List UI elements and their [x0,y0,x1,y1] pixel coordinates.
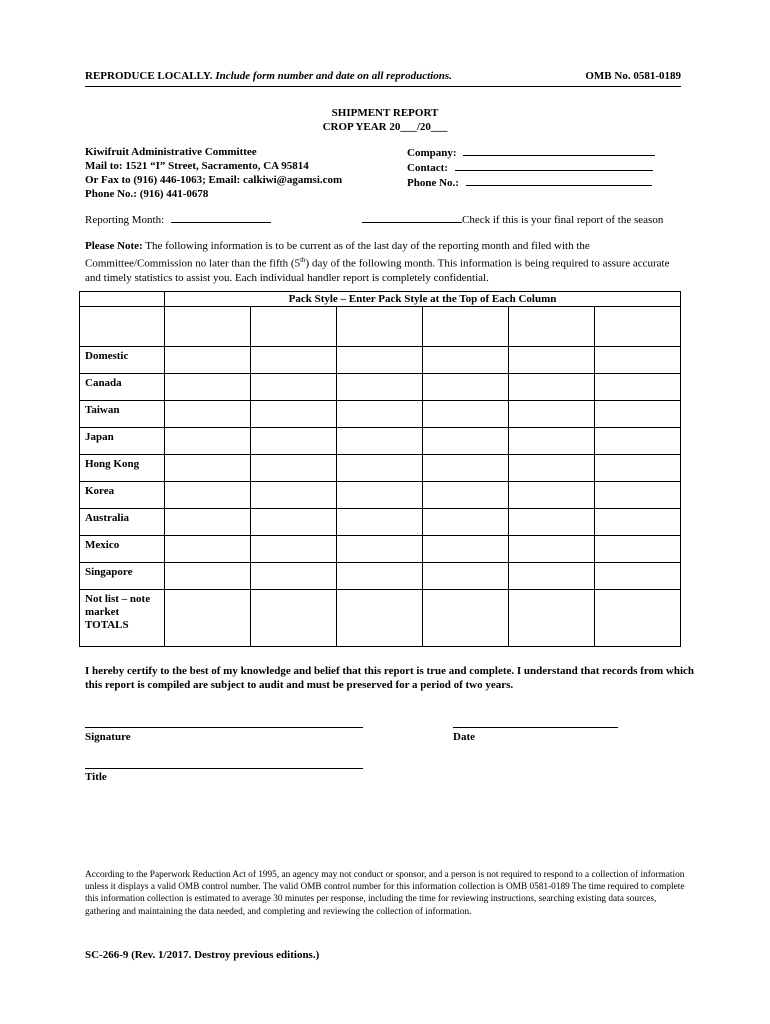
value-cell[interactable] [595,482,681,509]
please-note [85,239,687,285]
pack-style-entry-row [80,307,681,347]
value-cell[interactable] [509,455,595,482]
table-row [80,428,681,455]
value-cell[interactable] [509,428,595,455]
value-cell[interactable] [595,455,681,482]
value-cell[interactable] [509,347,595,374]
reproduce-notice [85,70,452,84]
value-cell[interactable] [251,590,337,647]
not-listed-line1: Not list – note [85,593,151,605]
contact-label: Contact: [407,162,448,174]
value-cell[interactable] [423,374,509,401]
table-corner-cell [80,292,165,307]
respondent-block [407,145,655,190]
value-cell[interactable] [595,563,681,590]
country-label: Domestic [80,347,165,374]
pack-style-header: Pack Style – Enter Pack Style at the Top of Each Column [165,292,681,307]
value-cell[interactable] [251,374,337,401]
value-cell[interactable] [251,401,337,428]
value-cell[interactable] [423,347,509,374]
table-row [80,509,681,536]
table-row [80,482,681,509]
country-label: Canada [80,374,165,401]
company-label: Company: [407,147,457,159]
value-cell[interactable] [251,428,337,455]
value-cell[interactable] [251,509,337,536]
please-note-label: Please Note: [85,240,143,252]
respondent-phone-field[interactable] [466,175,652,186]
table-row [80,455,681,482]
committee-mail: Mail to: 1521 “I” Street, Sacramento, CA 95814 [85,160,309,172]
pack-style-cell[interactable] [423,307,509,347]
please-note-text-1: The following information is to be current as of the last day of the reporting month and filed with the Committee/Commission no later than the fifth (5 [85,240,590,270]
omb-number: OMB No. 0581-0189 [585,70,681,82]
pack-style-cell[interactable] [595,307,681,347]
table-row [80,347,681,374]
table-row [80,563,681,590]
signature-label: Signature [85,731,131,743]
pack-style-cell[interactable] [509,307,595,347]
value-cell[interactable] [251,455,337,482]
paperwork-reduction-notice: According to the Paperwork Reduction Act of 1995, an agency may not conduct or sponsor, and a person is not required to respond to a collection of information unless it displays a valid OMB control number. The valid OMB control number for this information collection is OMB 0581-0189 The time required to complete this information collection is estimated to average 30 minutes per response, including the time for reviewing instructions, searching existing data sources, gathering and maintaining the data needed, and completing and reviewing the collection of information. [85,870,685,917]
value-cell[interactable] [165,563,251,590]
value-cell[interactable] [165,428,251,455]
value-cell[interactable] [595,401,681,428]
form-title-line1: SHIPMENT REPORT [331,107,439,119]
country-label: Hong Kong [80,455,165,482]
pack-style-cell[interactable] [337,307,423,347]
value-cell[interactable] [165,401,251,428]
signature-field[interactable] [85,727,363,728]
value-cell[interactable] [423,563,509,590]
value-cell[interactable] [509,536,595,563]
form-number: SC-266-9 (Rev. 1/2017. Destroy previous editions.) [85,949,320,961]
value-cell[interactable] [595,536,681,563]
form-title [0,106,770,134]
country-label: Korea [80,482,165,509]
value-cell[interactable] [337,374,423,401]
please-note-text-2: ) day of the following month. This information is being required to assure accurate and timely statistics to assist you. Each individual handler report is completely confidential. [85,257,670,284]
value-cell[interactable] [509,563,595,590]
value-cell[interactable] [337,482,423,509]
value-cell[interactable] [337,536,423,563]
country-label: Singapore [80,563,165,590]
value-cell[interactable] [595,590,681,647]
shipment-table [79,291,681,647]
certification-statement: I hereby certify to the best of my knowledge and belief that this report is true and complete. I understand that records from which this report is compiled are subject to audit and must be preserved for a period of two years. [85,665,695,691]
country-label: Taiwan [80,401,165,428]
value-cell[interactable] [251,482,337,509]
value-cell[interactable] [595,374,681,401]
top-header [85,70,681,87]
date-field[interactable] [453,727,618,728]
value-cell[interactable] [251,563,337,590]
please-note-sup: th [300,256,306,264]
committee-address [85,145,342,201]
country-label: Japan [80,428,165,455]
value-cell[interactable] [509,590,595,647]
committee-phone: Phone No.: (916) 441-0678 [85,188,209,200]
value-cell[interactable] [337,590,423,647]
reproduce-bold: REPRODUCE LOCALLY. [85,70,213,82]
value-cell[interactable] [509,482,595,509]
pack-style-cell[interactable] [251,307,337,347]
value-cell[interactable] [165,590,251,647]
value-cell[interactable] [165,482,251,509]
respondent-phone-row [407,175,655,190]
value-cell[interactable] [337,455,423,482]
final-report-label: Check if this is your final report of the season [462,214,664,226]
value-cell[interactable] [423,401,509,428]
table-row-totals [80,590,681,647]
value-cell[interactable] [165,374,251,401]
not-listed-line2: market [85,606,120,618]
value-cell[interactable] [165,509,251,536]
form-title-line2: CROP YEAR 20___/20___ [322,121,448,133]
respondent-phone-label: Phone No.: [407,177,459,189]
value-cell[interactable] [423,482,509,509]
value-cell[interactable] [423,428,509,455]
table-row [80,536,681,563]
committee-fax-email: Or Fax to (916) 446-1063; Email: calkiwi@agamsi.com [85,174,343,186]
contact-field[interactable] [455,160,653,171]
final-report-row [362,212,663,228]
reporting-month-label: Reporting Month: [85,214,165,226]
company-field[interactable] [463,145,655,156]
value-cell[interactable] [165,455,251,482]
table-row [80,401,681,428]
country-label: Australia [80,509,165,536]
contact-row [407,160,655,175]
reporting-month-field[interactable] [171,212,271,223]
final-report-checkbox-line[interactable] [362,212,462,223]
value-cell[interactable] [423,536,509,563]
value-cell[interactable] [337,401,423,428]
value-cell[interactable] [337,428,423,455]
value-cell[interactable] [595,428,681,455]
value-cell[interactable] [423,509,509,536]
value-cell[interactable] [509,374,595,401]
title-label: Title [85,771,107,783]
company-row [407,145,655,160]
value-cell[interactable] [509,401,595,428]
title-field[interactable] [85,768,363,769]
table-header-row [80,292,681,307]
totals-label: TOTALS [85,619,129,631]
value-cell[interactable] [165,347,251,374]
value-cell[interactable] [423,455,509,482]
table-row [80,374,681,401]
pack-style-row-label-cell [80,307,165,347]
value-cell[interactable] [595,509,681,536]
value-cell[interactable] [251,347,337,374]
value-cell[interactable] [595,347,681,374]
value-cell[interactable] [165,536,251,563]
not-listed-totals-label [80,590,165,647]
country-label: Mexico [80,536,165,563]
value-cell[interactable] [251,536,337,563]
value-cell[interactable] [509,509,595,536]
value-cell[interactable] [337,347,423,374]
value-cell[interactable] [423,590,509,647]
reproduce-italic: Include form number and date on all reproductions. [215,70,452,82]
value-cell[interactable] [337,563,423,590]
value-cell[interactable] [337,509,423,536]
date-label: Date [453,731,475,743]
pack-style-cell[interactable] [165,307,251,347]
committee-name: Kiwifruit Administrative Committee [85,146,257,158]
